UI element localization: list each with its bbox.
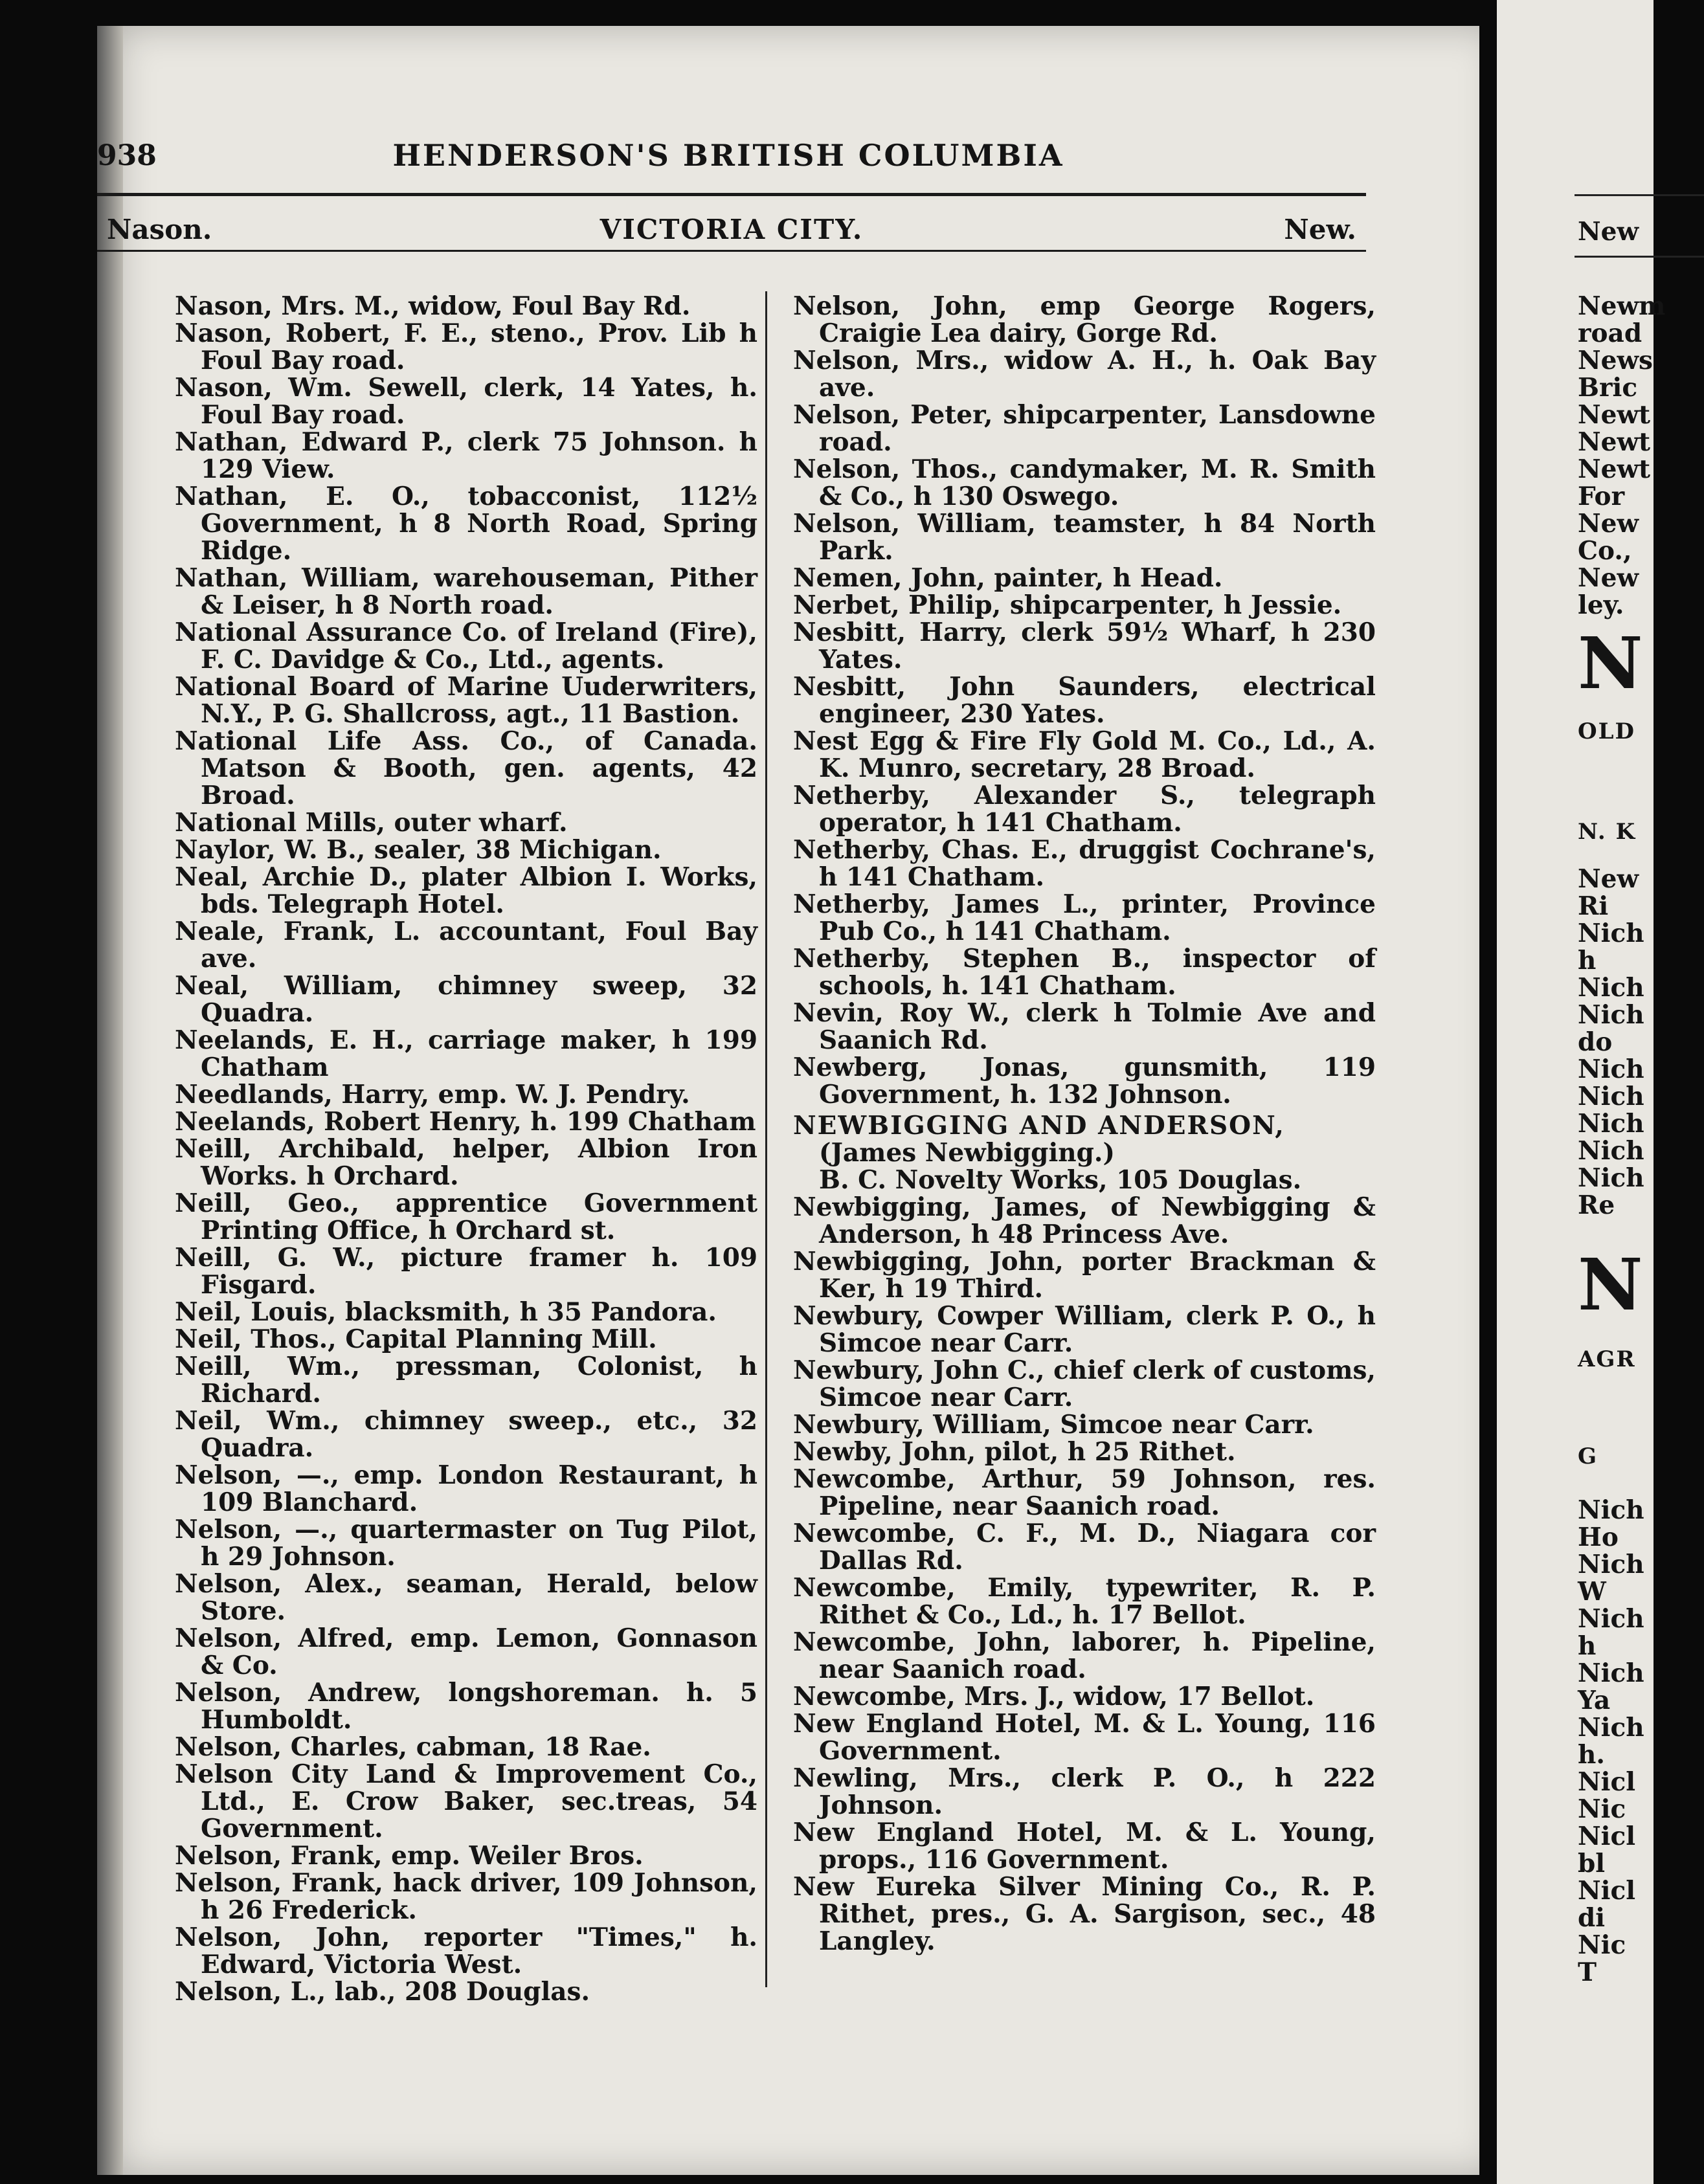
directory-entry: Nelson, Alex., seaman, Herald, below Store. — [175, 1569, 757, 1626]
directory-entry: Nason, Wm. Sewell, clerk, 14 Yates, h. Foul Bay road. — [175, 373, 757, 430]
firm-partners: (James Newbigging.) — [819, 1138, 1115, 1168]
next-page-fragment: do — [1578, 1027, 1613, 1057]
next-page-fragment: Nich — [1578, 1054, 1644, 1084]
next-page-edge — [1497, 0, 1666, 2184]
header-rule — [97, 193, 1366, 196]
next-page-fragment: Nich — [1578, 1658, 1644, 1688]
directory-entry: Nelson, Frank, hack driver, 109 Johnson, h 26 Frederick. — [175, 1868, 757, 1925]
next-page-fragment: Newt — [1578, 454, 1651, 484]
directory-entry: Nevin, Roy W., clerk h Tolmie Ave and Saanich Rd. — [793, 998, 1376, 1055]
directory-entry: Nathan, Edward P., clerk 75 Johnson. h 129 View. — [175, 427, 757, 484]
next-page-fragment: W — [1578, 1577, 1606, 1607]
directory-entry: Newbury, John C., chief clerk of customs, Simcoe near Carr. — [793, 1355, 1376, 1412]
directory-entry: Nesbitt, John Saunders, electrical engineer, 230 Yates. — [793, 672, 1376, 729]
next-page-fragment: Ya — [1578, 1686, 1611, 1715]
next-page-initial: N — [1578, 1243, 1643, 1326]
directory-entry: Newbigging, John, porter Brackman & Ker, h 19 Third. — [793, 1247, 1376, 1304]
page-number: 938 — [97, 139, 157, 172]
directory-entry: National Board of Marine Uuderwriters, N.Y., P. G. Shallcross, agt., 11 Bastion. — [175, 672, 757, 729]
next-page-heading: G — [1578, 1443, 1598, 1469]
directory-entry: Needlands, Harry, emp. W. J. Pendry. — [175, 1080, 690, 1109]
next-page-fragment: Nich — [1578, 1713, 1644, 1743]
directory-entry: Neale, Frank, L. accountant, Foul Bay ave. — [175, 917, 757, 974]
left-guide-word: Nason. — [107, 214, 212, 245]
right-column — [793, 293, 1376, 1955]
directory-entry: Neill, Archibald, helper, Albion Iron Works. h Orchard. — [175, 1134, 757, 1191]
directory-entry: Nelson, John, emp George Rogers, Craigie Lea dairy, Gorge Rd. — [793, 291, 1376, 348]
next-page-fragment: Nich — [1578, 1109, 1644, 1139]
directory-entry: Newbigging, James, of Newbigging & Anderson, h 48 Princess Ave. — [793, 1192, 1376, 1249]
next-page-fragment: Newm — [1578, 291, 1666, 321]
directory-entry: Nesbitt, Harry, clerk 59½ Wharf, h 230 Yates. — [793, 618, 1376, 674]
section-title: VICTORIA CITY. — [600, 214, 864, 245]
next-page-guide: New — [1578, 217, 1639, 247]
page-header — [97, 113, 1360, 173]
directory-entry: Nerbet, Philip, shipcarpenter, h Jessie. — [793, 590, 1342, 620]
next-page-fragment: h. — [1578, 1740, 1605, 1770]
directory-entry: Neil, Wm., chimney sweep., etc., 32 Quadra. — [175, 1406, 757, 1463]
next-page-fragment: New — [1578, 864, 1639, 894]
directory-entry: Newling, Mrs., clerk P. O., h 222 Johnson. — [793, 1763, 1376, 1820]
next-page-fragment: Nicl — [1578, 1767, 1636, 1797]
directory-entry: New England Hotel, M. & L. Young, 116 Government. — [793, 1709, 1376, 1766]
directory-entry: Newcombe, Arthur, 59 Johnson, res. Pipeline, near Saanich road. — [793, 1464, 1376, 1521]
next-page-fragment: Nich — [1578, 919, 1644, 948]
next-page-fragment: Nic — [1578, 1794, 1626, 1824]
directory-entry: Nelson, Thos., candymaker, M. R. Smith & Co., h 130 Oswego. — [793, 454, 1376, 511]
next-page-fragment: New — [1578, 509, 1639, 539]
next-page-fragment: For — [1578, 482, 1625, 511]
directory-entry: Newcombe, Emily, typewriter, R. P. Rithet & Co., Ld., h. 17 Bellot. — [793, 1573, 1376, 1630]
directory-entry: Nelson, Alfred, emp. Lemon, Gonnason & Co. — [175, 1623, 757, 1680]
next-page-fragment: Nich — [1578, 1136, 1644, 1166]
next-page-fragment: News — [1578, 346, 1653, 375]
next-page-rule — [1575, 194, 1704, 196]
directory-entry: Netherby, Chas. E., druggist Cochrane's, h 141 Chatham. — [793, 835, 1376, 892]
directory-entry: Newcombe, John, laborer, h. Pipeline, near Saanich road. — [793, 1627, 1376, 1684]
next-page-fragment: bl — [1578, 1849, 1606, 1878]
next-page-fragment: h — [1578, 946, 1597, 975]
next-page-fragment: Ri — [1578, 891, 1609, 921]
next-page-fragment: Nich — [1578, 1495, 1644, 1525]
directory-entry: Neal, William, chimney sweep, 32 Quadra. — [175, 971, 757, 1028]
directory-entry: Neill, Geo., apprentice Government Printing Office, h Orchard st. — [175, 1188, 757, 1245]
next-page-fragment: di — [1578, 1903, 1606, 1933]
next-page-heading: AGR — [1578, 1346, 1636, 1372]
column-divider — [765, 291, 767, 1987]
subheader-rule — [97, 250, 1366, 252]
next-page-fragment: Nich — [1578, 1000, 1644, 1030]
directory-entry: Nelson, L., lab., 208 Douglas. — [175, 1977, 590, 2007]
next-page-initial: N — [1578, 621, 1643, 705]
next-page-fragment: Co., — [1578, 536, 1632, 566]
next-page-rule-2 — [1575, 256, 1704, 258]
next-page-fragment: Newt — [1578, 427, 1651, 457]
next-page-fragment: Ho — [1578, 1522, 1619, 1552]
directory-entry: Newbury, Cowper William, clerk P. O., h Simcoe near Carr. — [793, 1301, 1376, 1358]
next-page-heading: N. K — [1578, 819, 1637, 845]
next-page-fragment: road — [1578, 318, 1642, 348]
directory-entry: Netherby, Alexander S., telegraph operator, h 141 Chatham. — [793, 781, 1376, 838]
firm-business: B. C. Novelty Works, 105 Douglas. — [819, 1165, 1302, 1195]
next-page-fragment: Nich — [1578, 1082, 1644, 1111]
directory-entry: New Eureka Silver Mining Co., R. P. Rithet, pres., G. A. Sargison, sec., 48 Langley. — [793, 1872, 1376, 1956]
directory-entry: Nelson, —., quartermaster on Tug Pilot, h 29 Johnson. — [175, 1515, 757, 1572]
directory-entry: National Assurance Co. of Ireland (Fire), F. C. Davidge & Co., Ltd., agents. — [175, 618, 757, 674]
directory-entry: Neal, Archie D., plater Albion I. Works, bds. Telegraph Hotel. — [175, 862, 757, 919]
directory-entry: National Life Ass. Co., of Canada. Matson & Booth, gen. agents, 42 Broad. — [175, 726, 757, 810]
running-title: HENDERSON'S BRITISH COLUMBIA — [392, 138, 1064, 173]
next-page-fragment: Bric — [1578, 373, 1638, 403]
directory-entry: New England Hotel, M. & L. Young, props., 116 Government. — [793, 1818, 1376, 1875]
directory-entry: Nason, Mrs. M., widow, Foul Bay Rd. — [175, 291, 691, 321]
next-page-fragment: h — [1578, 1631, 1597, 1661]
directory-entry: Nathan, E. O., tobacconist, 112½ Government, h 8 North Road, Spring Ridge. — [175, 482, 757, 566]
directory-entry: Nelson, John, reporter "Times," h. Edward, Victoria West. — [175, 1922, 757, 1979]
directory-entry: Neelands, E. H., carriage maker, h 199 Chatham — [175, 1025, 757, 1082]
next-page-fragment: Nic — [1578, 1930, 1626, 1960]
directory-entry: Newberg, Jonas, gunsmith, 119 Government, h. 132 Johnson. — [793, 1053, 1376, 1109]
directory-entry: Nelson, Frank, emp. Weiler Bros. — [175, 1841, 644, 1871]
directory-entry: Nason, Robert, F. E., steno., Prov. Lib h Foul Bay road. — [175, 318, 757, 375]
right-guide-word: New. — [1284, 214, 1356, 245]
left-column — [175, 293, 757, 2005]
subheader — [107, 214, 1356, 252]
next-page-fragment: Nich — [1578, 1163, 1644, 1193]
next-page-fragment: ley. — [1578, 590, 1624, 620]
directory-entry: Netherby, James L., printer, Province Pub Co., h 141 Chatham. — [793, 889, 1376, 946]
next-page-fragment: Nich — [1578, 1550, 1644, 1579]
directory-entry: Nelson, Mrs., widow A. H., h. Oak Bay ave. — [793, 346, 1376, 403]
directory-entry: Nathan, William, warehouseman, Pither & Leiser, h 8 North road. — [175, 563, 757, 620]
directory-entry: Newcombe, C. F., M. D., Niagara cor Dallas Rd. — [793, 1519, 1376, 1576]
directory-entry: National Mills, outer wharf. — [175, 808, 568, 838]
directory-entry: Nelson, Andrew, longshoreman. h. 5 Humboldt. — [175, 1678, 757, 1735]
directory-entry: Newcombe, Mrs. J., widow, 17 Bellot. — [793, 1682, 1315, 1711]
next-page-fragment: Nicl — [1578, 1822, 1636, 1851]
directory-entry: Nelson, —., emp. London Restaurant, h 109 Blanchard. — [175, 1460, 757, 1517]
next-page-fragment: Nich — [1578, 1604, 1644, 1634]
directory-entry: Netherby, Stephen B., inspector of schools, h. 141 Chatham. — [793, 944, 1376, 1001]
next-page-fragment: Re — [1578, 1190, 1615, 1220]
directory-entry: Nelson, William, teamster, h 84 North Park. — [793, 509, 1376, 566]
next-page-fragment: New — [1578, 563, 1639, 593]
directory-entry: Newby, John, pilot, h 25 Rithet. — [793, 1437, 1236, 1467]
next-page-fragment: T — [1578, 1957, 1597, 1987]
next-page-fragment: Nich — [1578, 973, 1644, 1003]
directory-entry: Neill, G. W., picture framer h. 109 Fisgard. — [175, 1243, 757, 1300]
next-page-fragment: Nicl — [1578, 1876, 1636, 1906]
directory-entry: Nelson City Land & Improvement Co., Ltd., E. Crow Baker, sec.treas, 54 Government. — [175, 1759, 757, 1844]
directory-entry: Nest Egg & Fire Fly Gold M. Co., Ld., A. K. Munro, secretary, 28 Broad. — [793, 726, 1376, 783]
directory-entry: Newbury, William, Simcoe near Carr. — [793, 1410, 1314, 1440]
book-spine — [97, 26, 123, 2175]
directory-entry: Neill, Wm., pressman, Colonist, h Richard. — [175, 1352, 757, 1409]
directory-entry: Nelson, Charles, cabman, 18 Rae. — [175, 1732, 651, 1762]
directory-entry: Neil, Louis, blacksmith, h 35 Pandora. — [175, 1297, 717, 1327]
directory-entry: Neelands, Robert Henry, h. 199 Chatham — [175, 1107, 756, 1137]
next-page-fragment: Newt — [1578, 400, 1651, 430]
directory-entry: Neil, Thos., Capital Planning Mill. — [175, 1324, 657, 1354]
directory-entry: Naylor, W. B., sealer, 38 Michigan. — [175, 835, 662, 865]
next-page-heading: OLD — [1578, 719, 1636, 744]
directory-entry: Nemen, John, painter, h Head. — [793, 563, 1223, 593]
directory-entry: Nelson, Peter, shipcarpenter, Lansdowne road. — [793, 400, 1376, 457]
firm-name: NEWBIGGING AND ANDERSON, — [793, 1111, 1285, 1141]
